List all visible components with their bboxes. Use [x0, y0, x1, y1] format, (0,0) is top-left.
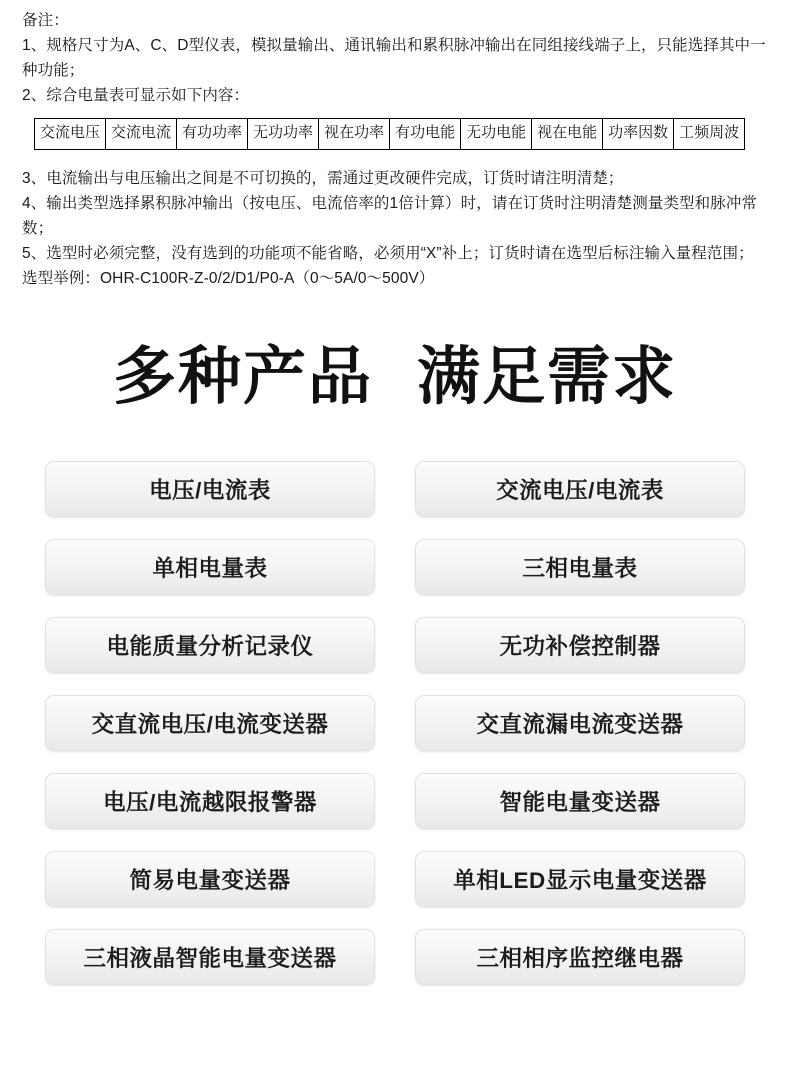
product-chip-5[interactable]: 无功补偿控制器: [415, 617, 745, 673]
product-chip-8[interactable]: 电压/电流越限报警器: [45, 773, 375, 829]
table-cell-1: 交流电流: [106, 119, 177, 150]
product-chip-2[interactable]: 单相电量表: [45, 539, 375, 595]
table-cell-6: 无功电能: [461, 119, 532, 150]
notes-section-continued: [0, 158, 790, 292]
product-chip-7[interactable]: 交直流漏电流变送器: [415, 695, 745, 751]
headline-left: 多种产品: [113, 342, 373, 413]
table-cell-7: 视在电能: [532, 119, 603, 150]
table-row: [35, 119, 745, 150]
feature-table: [34, 118, 745, 150]
table-cell-3: 无功功率: [248, 119, 319, 150]
product-chip-3[interactable]: 三相电量表: [415, 539, 745, 595]
product-chip-12[interactable]: 三相液晶智能电量变送器: [45, 929, 375, 985]
table-cell-9: 工频周波: [674, 119, 745, 150]
product-chip-6[interactable]: 交直流电压/电流变送器: [45, 695, 375, 751]
product-chip-13[interactable]: 三相相序监控继电器: [415, 929, 745, 985]
table-cell-5: 有功电能: [390, 119, 461, 150]
product-chip-0[interactable]: 电压/电流表: [45, 461, 375, 517]
note-item-4: 4、输出类型选择累积脉冲输出（按电压、电流倍率的1倍计算）时，请在订货时注明清楚测量类型和脉冲常数；: [22, 195, 758, 238]
table-cell-0: 交流电压: [35, 119, 106, 150]
note-item-3: 3、电流输出与电压输出之间是不可切换的，需通过更改硬件完成，订货时请注明清楚；: [22, 169, 624, 187]
table-cell-8: 功率因数: [603, 119, 674, 150]
product-chip-11[interactable]: 单相LED显示电量变送器: [415, 851, 745, 907]
table-cell-2: 有功功率: [177, 119, 248, 150]
headline-right: 满足需求: [417, 342, 677, 413]
notes-heading: 备注：: [22, 12, 69, 29]
notes-section: [0, 0, 790, 108]
product-chip-4[interactable]: 电能质量分析记录仪: [45, 617, 375, 673]
note-item-1: 1、规格尺寸为A、C、D型仪表，模拟量输出、通讯输出和累积脉冲输出在同组接线端子上，只能选择其中一种功能；: [22, 37, 766, 80]
feature-table-container: [0, 108, 790, 158]
note-item-2: 2、综合电量表可显示如下内容：: [22, 87, 250, 105]
note-example: 选型举例：OHR-C100R-Z-0/2/D1/P0-A（0～5A/0～500V）: [22, 270, 435, 288]
product-grid: [45, 461, 745, 985]
product-chip-1[interactable]: 交流电压/电流表: [415, 461, 745, 517]
product-chip-9[interactable]: 智能电量变送器: [415, 773, 745, 829]
note-item-5: 5、选型时必须完整，没有选到的功能项不能省略，必须用“X”补上；订货时请在选型后标注输入量程范围；: [22, 245, 754, 263]
table-cell-4: 视在功率: [319, 119, 390, 150]
product-chip-10[interactable]: 简易电量变送器: [45, 851, 375, 907]
page-title: [0, 343, 790, 412]
